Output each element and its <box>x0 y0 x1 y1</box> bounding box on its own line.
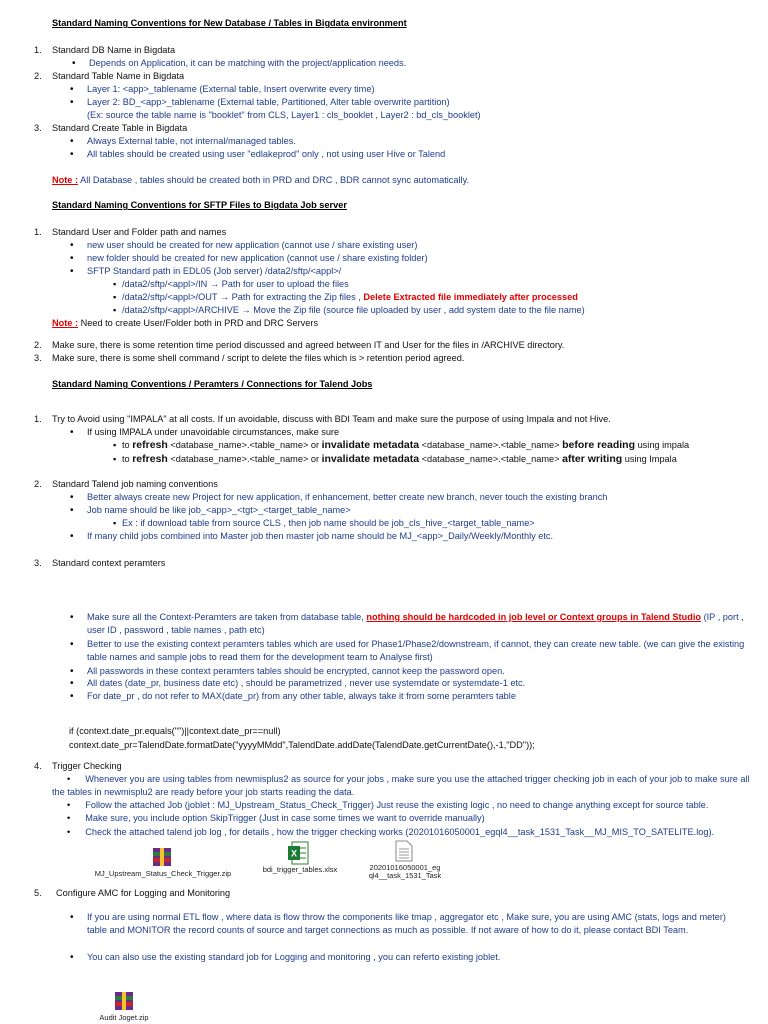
s2-path-in: ▪ /data2/sftp/<appl>/IN → Path for user to upload the files <box>122 278 349 291</box>
s3-context-bullet1: • Make sure all the Context-Peramters are taken from database table, nothing should be hardcoded in job level or Context groups in Talend Studio (IP , port , user ID , password , table names , path etc) <box>87 611 747 637</box>
s1-item3-bullet2: • All tables should be created using user "edlakeprod" only , not using user Hive or Talend <box>87 148 445 161</box>
zip-archive-icon[interactable] <box>113 990 135 1012</box>
attachment-task-log[interactable]: 20201016050001_eg ql4__task_1531_Task <box>368 863 442 880</box>
s1-item2-bullet1: • Layer 1: <app>_tablename (External table, Insert overwrite every time) <box>87 83 375 96</box>
excel-file-icon[interactable] <box>287 841 309 865</box>
s1-item3-bullet1: • Always External table, not internal/managed tables. <box>87 135 296 148</box>
s3-item5: 5. Configure AMC for Logging and Monitoring <box>34 888 231 898</box>
s2-item1: 1. Standard User and Folder path and names <box>34 227 227 237</box>
s3-context-bullet3: • All passwords in these context peramters tables should be encrypted, cannot keep the password open. <box>87 665 505 678</box>
log-file-icon[interactable] <box>395 840 413 862</box>
s3-item2-bullet1: • Better always create new Project for new application, if enhancement, better create new branch, never touch the existing branch <box>87 491 607 504</box>
s3-trigger-bullet2: • Follow the attached Job (joblet : MJ_Upstream_Status_Check_Trigger) Just reuse the existing logic , no need to change anything except for source table. <box>67 800 709 810</box>
s3-impala-rule1: ▪ to refresh <database_name>.<table_name> or invalidate metadata <database_name>.<table_name> before reading using impala <box>122 439 689 452</box>
s1-item3: 3. Standard Create Table in Bigdata <box>34 123 188 133</box>
s3-item2-example: ▪ Ex : if download table from source CLS , then job name should be job_cls_hive_<target_table_name> <box>122 517 535 530</box>
svg-text:X: X <box>290 848 298 859</box>
s1-item1-bullet: • Depends on Application, it can be matching with the project/application needs. <box>89 57 406 70</box>
s3-item1-bullet: • If using IMPALA under unavoidable circumstances, make sure <box>87 426 339 439</box>
s3-amc-bullet2: • You can also use the existing standard job for Logging and monitoring , you can referto existing joblet. <box>87 951 500 964</box>
s3-trigger-bullet3: • Make sure, you include option SkipTrigger (Just in case some times we want to override manually) <box>67 813 485 823</box>
section3-title: Standard Naming Conventions / Peramters / Connections for Talend Jobs <box>52 379 373 389</box>
s3-context-bullet4: • All dates (date_pr, business date etc) , should be parametrized , never use systemdate or systemdate-1 etc. <box>87 677 525 690</box>
s3-item2-bullet2: • Job name should be like job_<app>_<tgt>_<target_table_name> <box>87 504 351 517</box>
s1-item1: 1. Standard DB Name in Bigdata <box>34 45 176 55</box>
zip-archive-icon[interactable] <box>151 846 173 868</box>
attachment-trigger-tables[interactable]: bdi_trigger_tables.xlsx <box>262 865 338 874</box>
s3-impala-rule2: ▪ to refresh <database_name>.<table_name> or invalidate metadata <database_name>.<table_name> after writing using Impala <box>122 453 677 466</box>
s3-trigger-bullet4: • Check the attached talend job log , for details , how the trigger checking works (20201016050001_egql4__task_1531_Task__MJ_MIS_TO_SATELITE.log). <box>67 827 715 837</box>
s3-item3: 3. Standard context peramters <box>34 558 166 568</box>
s1-note: Note : All Database , tables should be created both in PRD and DRC , BDR cannot sync automatically. <box>52 175 470 185</box>
s1-item2: 2. Standard Table Name in Bigdata <box>34 71 185 81</box>
s2-path-out: ▪ /data2/sftp/<appl>/OUT → Path for extracting the Zip files , Delete Extracted file immediately after processed <box>122 291 578 304</box>
section1-title: Standard Naming Conventions for New Database / Tables in Bigdata environment <box>52 18 407 28</box>
s3-trigger-bullet1: • Whenever you are using tables from newmisplus2 as source for your jobs , make sure you use the attached trigger checking job in each of your job to make sure all the tables in newmisplu2 are ready before your job starts reading the data. <box>52 774 750 797</box>
s1-item2-bullet2: • Layer 2: BD_<app>_tablename (External table, Partitioned, Alter table overwrite partition) <box>87 96 450 109</box>
code-line1: if (context.date_pr.equals("")||context.date_pr==null) <box>69 726 281 736</box>
s2-note: Note : Need to create User/Folder both in PRD and DRC Servers <box>52 318 319 328</box>
attachment-trigger-zip[interactable]: MJ_Upstream_Status_Check_Trigger.zip <box>94 869 232 878</box>
s3-item2: 2. Standard Talend job naming conventions <box>34 479 218 489</box>
s2-bullet2: • new folder should be created for new application (cannot use / share existing folder) <box>87 252 428 265</box>
s3-context-bullet2: • Better to use the existing context peramters tables which are used for Phase1/Phase2/downstream, if cannot, they can create new table. (we can give the existing table names and sample jobs to read them for the development team to Analyse first) <box>87 638 747 664</box>
s2-bullet3: • SFTP Standard path in EDL05 (Job server) /data2/sftp/<appl>/ <box>87 265 341 278</box>
s3-item1: 1. Try to Avoid using "IMPALA" at all costs. If un avoidable, discuss with BDI Team and make sure the purpose of using Impala and not Hive. <box>34 414 611 424</box>
s3-amc-bullet1: • If you are using normal ETL flow , where data is flow throw the components like tmap , aggregator etc , Make sure, you are using AMC (stats, logs and meter) table and MONITOR the record counts of source and target connections as much as possible. If not aware of how to do it, please contact BDI Team. <box>87 911 747 937</box>
attachment-audit-joget[interactable]: Audit Joget.zip <box>99 1013 149 1022</box>
s3-item2-bullet3: • If many child jobs combined into Master job then master job name should be MJ_<app>_Daily/Weekly/Monthly etc. <box>87 530 553 543</box>
s1-item2-example: (Ex: source the table name is "booklet" from CLS, Layer1 : cls_booklet , Layer2 : bd_cls_booklet) <box>87 110 481 120</box>
s3-context-bullet5: • For date_pr , do not refer to MAX(date_pr) from any other table, always take it from some peramters table <box>87 690 516 703</box>
s2-item3: 3. Make sure, there is some shell command / script to delete the files which is > retention period agreed. <box>34 353 465 363</box>
section2-title: Standard Naming Conventions for SFTP Files to Bigdata Job server <box>52 200 347 210</box>
s2-bullet1: • new user should be created for new application (cannot use / share existing user) <box>87 239 417 252</box>
s2-item2: 2. Make sure, there is some retention time period discussed and agreed between IT and User for the files in /ARCHIVE directory. <box>34 340 565 350</box>
s2-path-archive: ▪ /data2/sftp/<appl>/ARCHIVE → Move the Zip file (source file uploaded by user , add system date to the file name) <box>122 304 585 317</box>
s3-item4: 4. Trigger Checking <box>34 761 122 771</box>
code-line2: context.date_pr=TalendDate.formatDate("yyyyMMdd",TalendDate.addDate(TalendDate.getCurrentDate(),-1,"DD")); <box>69 740 535 750</box>
